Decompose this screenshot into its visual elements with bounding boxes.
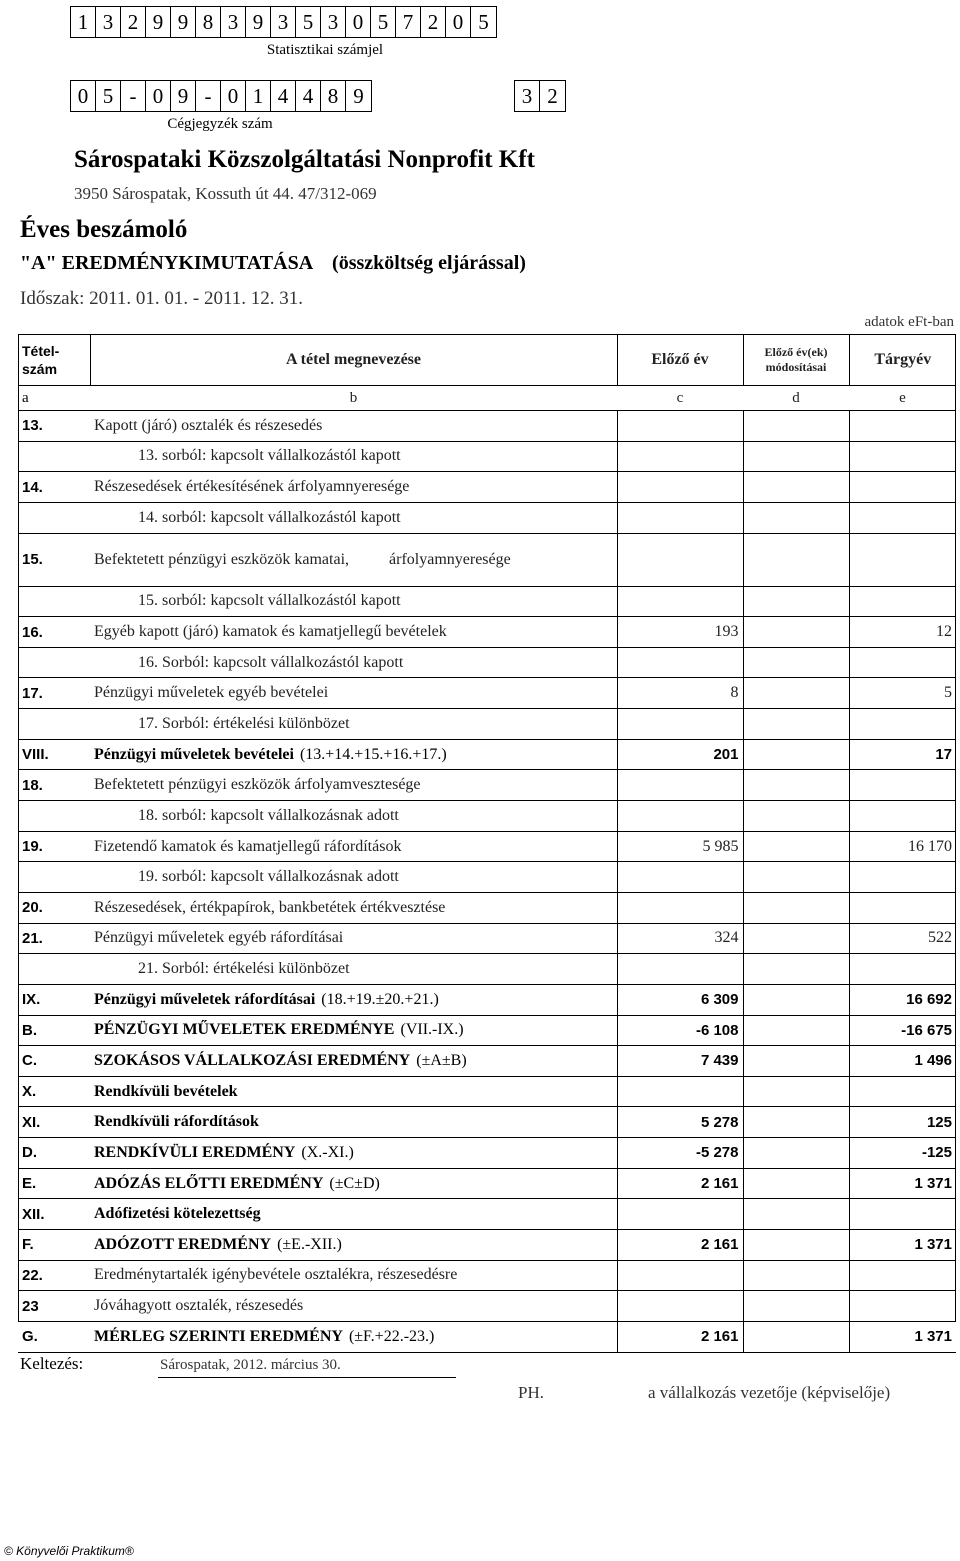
previous-year-value: 5 278 — [617, 1107, 743, 1138]
item-name-text: SZOKÁSOS VÁLLALKOZÁSI EREDMÉNY — [94, 1051, 411, 1069]
item-number: 18. — [18, 770, 90, 801]
modification-value — [743, 533, 849, 586]
item-number: X. — [18, 1076, 90, 1107]
reg-digit-3: 0 — [146, 81, 171, 111]
modification-value — [743, 1260, 849, 1291]
item-number: VIII. — [18, 739, 90, 770]
item-name — [90, 709, 617, 740]
table-row — [18, 1230, 956, 1261]
modification-value — [743, 586, 849, 617]
reg-digit-9: 4 — [296, 81, 321, 111]
item-name-text: 21. Sorból: értékelési különbözet — [138, 960, 350, 978]
current-year-value: 16 692 — [849, 984, 956, 1015]
item-number: 16. — [18, 617, 90, 648]
stat-digit-10: 3 — [321, 7, 346, 37]
item-name-formula: (±A±B) — [416, 1051, 467, 1069]
modification-value — [743, 1015, 849, 1046]
current-year-value: 522 — [849, 923, 956, 954]
modification-value — [743, 923, 849, 954]
reg-digit-2: - — [121, 81, 146, 111]
item-name — [90, 1230, 617, 1261]
item-number — [18, 862, 90, 893]
previous-year-value — [617, 954, 743, 985]
item-name — [90, 862, 617, 893]
item-name-text: 16. Sorból: kapcsolt vállalkozástól kapott — [138, 653, 404, 671]
modification-value — [743, 892, 849, 923]
modification-value — [743, 831, 849, 862]
item-number — [18, 801, 90, 832]
item-name — [90, 1260, 617, 1291]
item-name — [90, 892, 617, 923]
modification-value — [743, 502, 849, 533]
column-letter-c: c — [676, 389, 684, 406]
item-number: XI. — [18, 1107, 90, 1138]
item-name — [90, 1138, 617, 1169]
current-year-value: 125 — [849, 1107, 956, 1138]
current-year-value: 1 496 — [849, 1046, 956, 1077]
item-number: 21. — [18, 923, 90, 954]
item-name-text: Pénzügyi műveletek egyéb ráfordításai — [94, 929, 344, 947]
item-number: XII. — [18, 1199, 90, 1230]
item-name-text: ADÓZOTT EREDMÉNY — [94, 1235, 272, 1253]
item-name — [90, 1107, 617, 1138]
item-name-text: Kapott (járó) osztalék és részesedés — [94, 416, 323, 434]
item-name-formula: (18.+19.±20.+21.) — [321, 990, 439, 1008]
item-number — [18, 586, 90, 617]
report-subtitle — [20, 252, 526, 275]
previous-year-value: -6 108 — [617, 1015, 743, 1046]
modification-value — [743, 801, 849, 832]
table-row — [18, 770, 956, 801]
date-underline — [158, 1377, 456, 1378]
item-name — [90, 831, 617, 862]
previous-year-value — [617, 709, 743, 740]
item-name — [90, 954, 617, 985]
report-period — [20, 288, 303, 310]
current-year-value: -16 675 — [849, 1015, 956, 1046]
stat-digit-8: 3 — [271, 7, 296, 37]
modification-value — [743, 954, 849, 985]
table-row — [18, 1291, 956, 1322]
item-number: 23 — [18, 1291, 90, 1322]
stamp-label: PH. — [518, 1383, 544, 1402]
item-name-text: ADÓZÁS ELŐTTI EREDMÉNY — [94, 1174, 324, 1192]
header-item-name: A tétel megnevezése — [90, 335, 617, 386]
column-letter-a: a — [22, 389, 29, 406]
modification-value — [743, 411, 849, 442]
item-number: 15. — [18, 533, 90, 586]
item-name-text: Fizetendő kamatok és kamatjellegű ráfordítások — [94, 837, 402, 855]
stat-digit-13: 7 — [396, 7, 421, 37]
previous-year-value — [617, 411, 743, 442]
item-name — [90, 586, 617, 617]
column-letter-e: e — [899, 389, 906, 406]
item-name — [90, 1015, 617, 1046]
current-year-value — [849, 586, 956, 617]
stat-digit-0: 1 — [71, 7, 96, 37]
item-name-text: 15. sorból: kapcsolt vállalkozástól kapott — [138, 592, 401, 610]
item-name-text: Pénzügyi műveletek ráfordításai — [94, 990, 316, 1008]
item-number: B. — [18, 1015, 90, 1046]
item-name — [90, 1168, 617, 1199]
table-row — [18, 954, 956, 985]
date-value: Sárospatak, 2012. március 30. — [160, 1357, 341, 1373]
column-letter-d: d — [792, 389, 800, 406]
current-year-value — [849, 502, 956, 533]
stat-digit-1: 3 — [96, 7, 121, 37]
stat-digit-11: 0 — [346, 7, 371, 37]
reg-suffix-digit-1: 2 — [547, 83, 558, 108]
report-subtitle-method: (összköltség eljárással) — [332, 252, 526, 274]
item-name-text: Befektetett pénzügyi eszközök kamatai, — [94, 550, 350, 568]
previous-year-value: 6 309 — [617, 984, 743, 1015]
table-row — [18, 739, 956, 770]
table-row — [18, 533, 956, 586]
table-row — [18, 1046, 956, 1077]
modification-value — [743, 1199, 849, 1230]
column-letter-b: b — [349, 389, 358, 406]
previous-year-value — [617, 533, 743, 586]
current-year-value: 5 — [849, 678, 956, 709]
statistical-number-caption: Statisztikai számjel — [266, 42, 384, 58]
previous-year-value — [617, 647, 743, 678]
previous-year-value — [617, 1076, 743, 1107]
item-name-text: Részesedések, értékpapírok, bankbetétek értékvesztése — [94, 898, 446, 916]
item-name-text: Pénzügyi műveletek bevételei — [94, 745, 294, 763]
current-year-value: 1 371 — [849, 1230, 956, 1261]
previous-year-value: 2 161 — [617, 1168, 743, 1199]
reg-digit-0: 0 — [71, 81, 96, 111]
modification-value — [743, 1046, 849, 1077]
reg-digit-11: 9 — [353, 83, 364, 108]
current-year-value — [849, 892, 956, 923]
table-row — [18, 647, 956, 678]
reg-digit-7: 1 — [246, 81, 271, 111]
item-number — [18, 647, 90, 678]
reg-digit-4: 9 — [171, 81, 196, 111]
modification-value — [743, 709, 849, 740]
item-name — [90, 923, 617, 954]
table-row — [18, 862, 956, 893]
previous-year-value: 5 985 — [617, 831, 743, 862]
item-number — [18, 502, 90, 533]
table-row — [18, 617, 956, 648]
item-name-formula: (X.-XI.) — [301, 1143, 354, 1161]
item-name — [90, 739, 617, 770]
table-row — [18, 892, 956, 923]
item-number: F. — [18, 1230, 90, 1261]
modification-value — [743, 678, 849, 709]
reg-digit-6: 0 — [221, 81, 246, 111]
previous-year-value — [617, 502, 743, 533]
current-year-value: 16 170 — [849, 831, 956, 862]
item-name-text: Eredménytartalék igénybevétele osztalékra, részesedésre — [94, 1266, 458, 1284]
item-name — [90, 617, 617, 648]
company-name: Sárospataki Közszolgáltatási Nonprofit Kft — [74, 146, 535, 173]
table-row — [18, 709, 956, 740]
column-letter-row — [18, 386, 956, 411]
item-name-text: 13. sorból: kapcsolt vállalkozástól kapott — [138, 447, 401, 465]
table-row — [18, 831, 956, 862]
item-number: 17. — [18, 678, 90, 709]
item-number: E. — [18, 1168, 90, 1199]
item-number — [18, 954, 90, 985]
item-name — [90, 984, 617, 1015]
table-row — [18, 586, 956, 617]
signature-label: a vállalkozás vezetője (képviselője) — [648, 1383, 891, 1402]
table-row — [18, 441, 956, 472]
modification-value — [743, 1138, 849, 1169]
item-name — [90, 1291, 617, 1322]
modification-value — [743, 441, 849, 472]
header-previous-year: Előző év — [617, 335, 743, 386]
item-name-formula: (VII.-IX.) — [400, 1021, 464, 1039]
item-name-text: Pénzügyi műveletek egyéb bevételei — [94, 684, 329, 702]
table-row — [18, 678, 956, 709]
table-row — [18, 1076, 956, 1107]
item-number: IX. — [18, 984, 90, 1015]
item-name — [90, 770, 617, 801]
current-year-value — [849, 441, 956, 472]
current-year-value: 17 — [849, 739, 956, 770]
stat-digit-15: 0 — [446, 7, 471, 37]
stat-digit-3: 9 — [146, 7, 171, 37]
current-year-value — [849, 862, 956, 893]
item-name — [90, 472, 617, 503]
current-year-value — [849, 647, 956, 678]
table-row — [18, 411, 956, 442]
stat-digit-4: 9 — [171, 7, 196, 37]
table-row — [18, 1321, 956, 1352]
report-title: Éves beszámoló — [20, 216, 188, 243]
stat-digit-2: 2 — [121, 7, 146, 37]
current-year-value — [849, 411, 956, 442]
item-name — [90, 441, 617, 472]
item-number: 13. — [18, 411, 90, 442]
item-name — [90, 502, 617, 533]
item-name — [90, 1321, 617, 1352]
units-note: adatok eFt-ban — [864, 314, 954, 330]
table-row — [18, 1260, 956, 1291]
item-number — [18, 709, 90, 740]
table-header-row — [18, 335, 956, 386]
modification-value — [743, 770, 849, 801]
table-row — [18, 801, 956, 832]
item-name-formula: (±C±D) — [329, 1174, 380, 1192]
previous-year-value — [617, 892, 743, 923]
table-row — [18, 984, 956, 1015]
table-row — [18, 1199, 956, 1230]
company-address: 3950 Sárospatak, Kossuth út 44. 47/312-069 — [74, 184, 377, 203]
item-name — [90, 1046, 617, 1077]
table-row — [18, 923, 956, 954]
modification-value — [743, 862, 849, 893]
item-name-text: 19. sorból: kapcsolt vállalkozásnak adott — [138, 868, 399, 886]
previous-year-value — [617, 1260, 743, 1291]
item-number: 14. — [18, 472, 90, 503]
item-name-text: Adófizetési kötelezettség — [94, 1205, 261, 1223]
item-name-text: 14. sorból: kapcsolt vállalkozástól kapott — [138, 508, 401, 526]
previous-year-value: 201 — [617, 739, 743, 770]
modification-value — [743, 1230, 849, 1261]
previous-year-value — [617, 1199, 743, 1230]
item-name — [90, 1076, 617, 1107]
item-name-text: MÉRLEG SZERINTI EREDMÉNY — [94, 1327, 343, 1345]
item-name — [90, 1199, 617, 1230]
previous-year-value: 193 — [617, 617, 743, 648]
item-name-text: Egyéb kapott (járó) kamatok és kamatjellegű bevételek — [94, 623, 447, 641]
item-name-text: Jóváhagyott osztalék, részesedés — [94, 1297, 304, 1315]
previous-year-value: 7 439 — [617, 1046, 743, 1077]
table-row — [18, 1138, 956, 1169]
item-name-formula: (13.+14.+15.+16.+17.) — [299, 745, 447, 763]
reg-digit-1: 5 — [96, 81, 121, 111]
modification-value — [743, 1107, 849, 1138]
table-row — [18, 1107, 956, 1138]
item-name — [90, 678, 617, 709]
previous-year-value: 2 161 — [617, 1230, 743, 1261]
previous-year-value — [617, 586, 743, 617]
current-year-value — [849, 1291, 956, 1322]
item-name-text: PÉNZÜGYI MŰVELETEK EREDMÉNYE — [94, 1021, 395, 1039]
item-name-formula: (±E.-XII.) — [277, 1235, 342, 1253]
report-subtitle-main: "A" EREDMÉNYKIMUTATÁSA — [20, 252, 313, 274]
current-year-value — [849, 1199, 956, 1230]
stat-digit-14: 2 — [421, 7, 446, 37]
modification-value — [743, 984, 849, 1015]
modification-value — [743, 739, 849, 770]
table-row — [18, 1015, 956, 1046]
reg-digit-8: 4 — [271, 81, 296, 111]
table-row — [18, 1168, 956, 1199]
stat-digit-12: 5 — [371, 7, 396, 37]
table-row — [18, 472, 956, 503]
stat-digit-5: 8 — [196, 7, 221, 37]
previous-year-value: 2 161 — [617, 1321, 743, 1352]
current-year-value — [849, 1260, 956, 1291]
current-year-value — [849, 770, 956, 801]
modification-value — [743, 647, 849, 678]
header-current-year: Tárgyév — [849, 335, 956, 386]
item-name-formula: árfolyamnyeresége — [389, 550, 511, 568]
previous-year-value — [617, 801, 743, 832]
modification-value — [743, 1321, 849, 1352]
item-name-text: RENDKÍVÜLI EREDMÉNY — [94, 1143, 296, 1161]
item-name-text: 17. Sorból: értékelési különbözet — [138, 714, 350, 732]
item-number: 22. — [18, 1260, 90, 1291]
period-label: Időszak: — [20, 288, 85, 309]
item-name-text: Részesedések értékesítésének árfolyamnyeresége — [94, 478, 410, 496]
copyright: © Könyvelői Praktikum® — [4, 1544, 134, 1558]
company-registration-suffix-boxes — [514, 80, 566, 112]
item-name — [90, 647, 617, 678]
previous-year-value — [617, 862, 743, 893]
date-label: Keltezés: — [20, 1354, 84, 1373]
previous-year-value: -5 278 — [617, 1138, 743, 1169]
current-year-value — [849, 709, 956, 740]
period-value: 2011. 01. 01. - 2011. 12. 31. — [89, 288, 304, 309]
stat-digit-16: 5 — [478, 9, 489, 34]
item-name-text: 18. sorból: kapcsolt vállalkozásnak adott — [138, 806, 399, 824]
item-name — [90, 411, 617, 442]
current-year-value: 1 371 — [849, 1168, 956, 1199]
item-name-formula: (±F.+22.-23.) — [348, 1327, 435, 1345]
stat-digit-6: 3 — [221, 7, 246, 37]
previous-year-value — [617, 441, 743, 472]
item-name-text: Befektetett pénzügyi eszközök árfolyamvesztesége — [94, 776, 421, 794]
current-year-value — [849, 533, 956, 586]
reg-digit-10: 8 — [321, 81, 346, 111]
item-number: 19. — [18, 831, 90, 862]
header-previous-year-modifications: Előző év(ek) módosításai — [743, 335, 849, 386]
current-year-value: 1 371 — [849, 1321, 956, 1352]
item-name-text: Rendkívüli bevételek — [94, 1082, 238, 1100]
company-registration-boxes — [70, 80, 372, 112]
modification-value — [743, 1291, 849, 1322]
item-name — [90, 533, 617, 586]
previous-year-value — [617, 472, 743, 503]
modification-value — [743, 1168, 849, 1199]
current-year-value — [849, 1076, 956, 1107]
reg-suffix-digit-0: 3 — [515, 81, 540, 111]
previous-year-value: 8 — [617, 678, 743, 709]
stat-digit-7: 9 — [246, 7, 271, 37]
current-year-value: 12 — [849, 617, 956, 648]
previous-year-value — [617, 770, 743, 801]
table-row — [18, 502, 956, 533]
modification-value — [743, 472, 849, 503]
item-number: G. — [18, 1321, 90, 1352]
company-registration-caption: Cégjegyzék szám — [167, 116, 273, 132]
current-year-value — [849, 954, 956, 985]
income-statement-table — [18, 334, 956, 1353]
modification-value — [743, 1076, 849, 1107]
item-name — [90, 801, 617, 832]
item-number: C. — [18, 1046, 90, 1077]
stat-digit-9: 5 — [296, 7, 321, 37]
previous-year-value — [617, 1291, 743, 1322]
current-year-value — [849, 472, 956, 503]
statistical-number-boxes — [70, 6, 497, 38]
header-item-number: Tétel- szám — [18, 335, 90, 386]
item-number: D. — [18, 1138, 90, 1169]
modification-value — [743, 617, 849, 648]
previous-year-value: 324 — [617, 923, 743, 954]
reg-digit-5: - — [196, 81, 221, 111]
item-name-text: Rendkívüli ráfordítások — [94, 1113, 259, 1131]
current-year-value: -125 — [849, 1138, 956, 1169]
current-year-value — [849, 801, 956, 832]
item-number — [18, 441, 90, 472]
item-number: 20. — [18, 892, 90, 923]
